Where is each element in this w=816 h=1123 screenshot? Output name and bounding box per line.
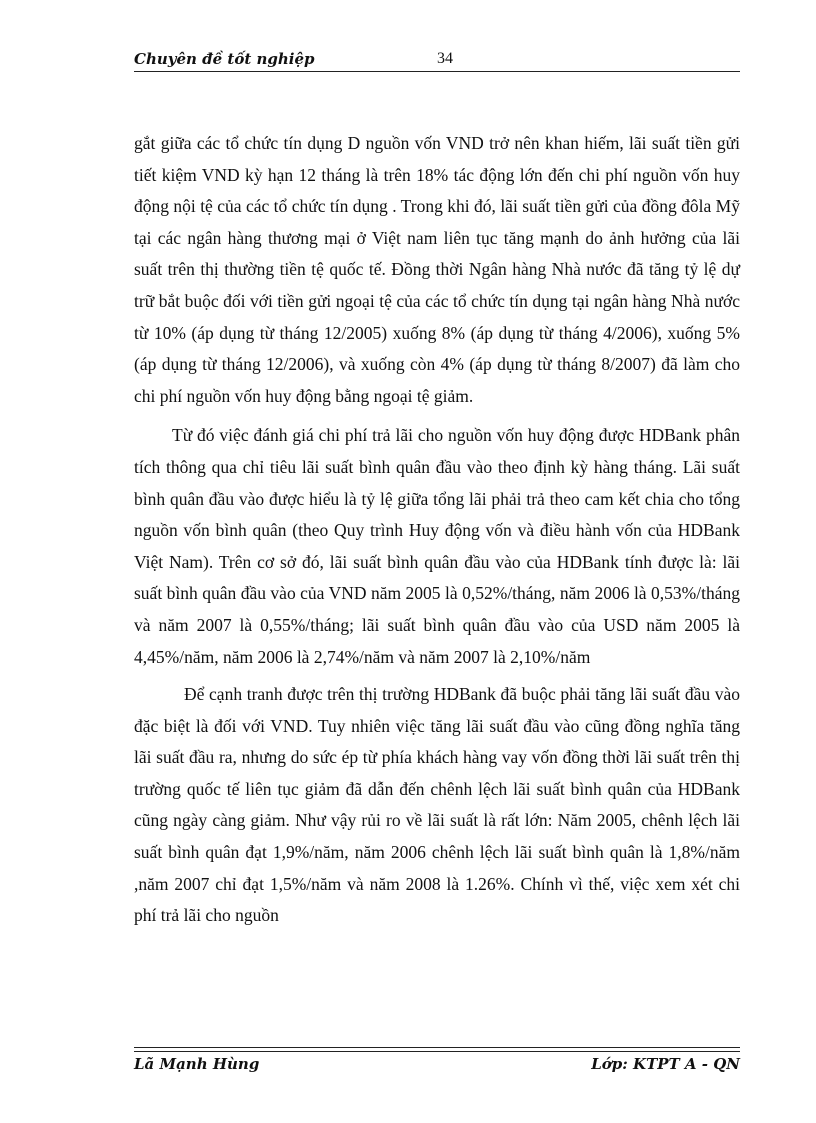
footer-author: Lã Mạnh Hùng — [134, 1055, 260, 1073]
page-number: 34 — [437, 50, 453, 67]
body-text — [134, 128, 740, 932]
document-title: Chuyên đề tốt nghiệp — [134, 50, 315, 68]
footer-divider — [134, 1047, 740, 1048]
paragraph: gắt giữa các tổ chức tín dụng D nguồn vốn VND trở nên khan hiếm, lãi suất tiền gửi tiết kiệm VND kỳ hạn 12 tháng là trên 18% tác động lớn đến chi phí nguồn vốn huy động nội tệ của các tổ chức tín dụng . Trong khi đó, lãi suất tiền gửi của đồng đôla Mỹ tại các ngân hàng thương mại ở Việt nam liên tục tăng mạnh do ảnh hưởng của lãi suất trên thị thường tiền tệ quốc tế. Đồng thời Ngân hàng Nhà nước đã tăng tỷ lệ dự trữ bắt buộc đối với tiền gửi ngoại tệ của các tổ chức tín dụng tại ngân hàng Nhà nước từ 10% (áp dụng từ tháng 12/2005) xuống 8% (áp dụng từ tháng 4/2006), xuống 5% (áp dụng từ tháng 12/2006), và xuống còn 4% (áp dụng từ tháng 8/2007) đã làm cho chi phí nguồn vốn huy động bằng ngoại tệ giảm. — [134, 133, 740, 406]
paragraph: Để cạnh tranh được trên thị trường HDBank đã buộc phải tăng lãi suất đầu vào đặc biệt là đối với VND. Tuy nhiên việc tăng lãi suất đầu vào cũng đồng nghĩa tăng lãi suất đầu ra, nhưng do sức ép từ phía khách hàng vay vốn đồng thời lãi suất trên thị trường quốc tế liên tục giảm đã dẫn đến chênh lệch lãi suất bình quân của HDBank cũng ngày càng giảm. Như vậy rủi ro về lãi suất là rất lớn: Năm 2005, chênh lệch lãi suất bình quân đạt 1,9%/năm, năm 2006 chênh lệch lãi suất bình quân là 1,8%/năm ,năm 2007 chỉ đạt 1,5%/năm và năm 2008 là 1.26%. Chính vì thế, việc xem xét chi phí trả lãi cho nguồn — [134, 684, 740, 926]
header-divider — [134, 71, 740, 72]
footer-class: Lớp: KTPT A - QN — [591, 1055, 740, 1073]
paragraph: Từ đó việc đánh giá chi phí trả lãi cho nguồn vốn huy động được HDBank phân tích thông qua chỉ tiêu lãi suất bình quân đầu vào theo định kỳ hàng tháng. Lãi suất bình quân đầu vào được hiểu là tỷ lệ giữa tổng lãi phải trả theo cam kết chia cho tổng nguồn vốn bình quân (theo Quy trình Huy động vốn và điều hành vốn của HDBank Việt Nam). Trên cơ sở đó, lãi suất bình quân đầu vào của HDBank tính được là: lãi suất bình quân đầu vào của VND năm 2005 là 0,52%/tháng, năm 2006 là 0,53%/tháng và năm 2007 là 0,55%/tháng; lãi suất bình quân đầu vào của USD năm 2005 là 4,45%/năm, năm 2006 là 2,74%/năm và năm 2007 là 2,10%/năm — [134, 425, 740, 667]
page-header — [134, 48, 740, 72]
footer-divider-thin — [134, 1051, 740, 1052]
